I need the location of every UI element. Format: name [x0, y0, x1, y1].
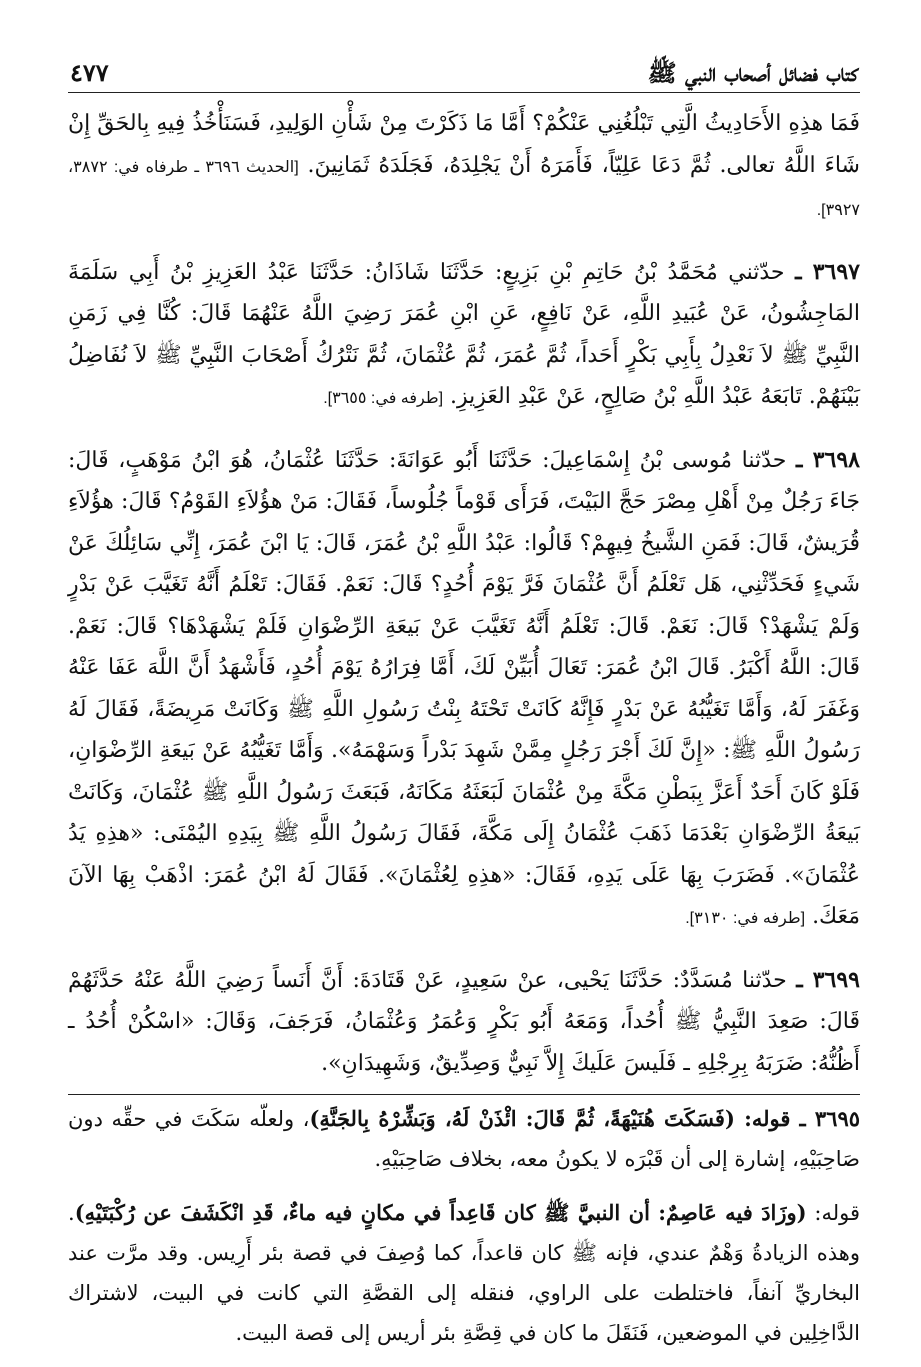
commentary-lead: قوله: — [806, 1201, 861, 1225]
hadith-number: ٣٦٩٩ ـ — [796, 966, 860, 993]
intro-reference: [الحديث ٣٦٩٦ ـ طرفاه في: ٣٨٧٢، ٣٩٢٧]. — [68, 158, 860, 219]
running-title: كتاب فضائل أصحاب النبي ﷺ — [647, 58, 858, 87]
intro-paragraph — [68, 103, 860, 232]
commentary-lead: ٣٦٩٥ ـ قوله: — [734, 1106, 861, 1131]
hadith-text: حدّثنا مُوسى بْنُ إِسْمَاعِيلَ: حَدَّثَنَا أَبُو عَوَانَةَ: حَدَّثَنَا عُثْمَانُ، هُوَ ابْنُ مَوْهَبٍ، قَالَ: جَاءَ رَجُلٌ مِنْ أَهْلِ مِصْرَ حَجَّ البَيْتَ، فَرَأَى قَوْماً جُلُوساً، فَقَالَ: مَنْ هؤُلاَءِ القَوْمُ؟ قَالَ: هؤُلاَءِ قُرَيشٌ، قَالَ: فَمَنِ الشَّيخُ فِيهِمْ؟ قَالُوا: عَبْدُ اللَّهِ بْنُ عُمَرَ، قَالَ: يَا ابْنَ عُمَرَ، إِنِّي سَائِلُكَ عَنْ شَيءٍ فَحَدِّثْنِي، هَل تَعْلَمُ أَنَّ عُثْمَانَ فَرَّ يَوْمَ أُحُدٍ؟ قَالَ: نَعَمْ. فَقَالَ: تَعْلَمُ أَنَّهُ تَغَيَّبَ عَنْ بَدْرٍ وَلَمْ يَشْهَدْ؟ قَالَ: نَعَمْ. قَالَ: تَعْلَمُ أَنَّهُ تَغَيَّبَ عَنْ بَيعَةِ الرِّضْوَانِ فَلَمْ يَشْهَدْهَا؟ قَالَ: نَعَمْ. قَالَ: اللَّهُ أَكْبَرُ. قَالَ ابْنُ عُمَرَ: تَعَالَ أُبَيِّنْ لَكَ، أَمَّا فِرَارُهُ يَوْمَ أُحُدٍ، فَأَشْهَدُ أَنَّ اللَّهَ عَفَا عَنْهُ وَغَفَرَ لَهُ، وَأَمَّا تَغَيُّبُهُ عَنْ بَدْرٍ فَإِنَّهُ كَانَتْ تَحْتَهُ بِنْتُ رَسُولِ اللَّهِ ﷺ وَكَانَتْ مَرِيضَةً، فَقَالَ لَهُ رَسُولُ اللَّهِ ﷺ: «إِنَّ لَكَ أَجْرَ رَجُلٍ مِمَّنْ شَهِدَ بَدْراً وَسَهْمَهُ». وَأَمَّا تَغَيُّبُهُ عَنْ بَيعَةِ الرِّضْوَانِ، فَلَوْ كَانَ أَحَدٌ أَعَزَّ بِبَطْنِ مَكَّةَ مِنْ عُثْمَانَ لَبَعَثَهُ مَكَانَهُ، فَبَعَثَ رَسُولُ اللَّهِ ﷺ عُثْمَانَ، وَكَانَتْ بَيعَةُ الرِّضْوَانِ بَعْدَمَا ذَهَبَ عُثْمَانُ إِلَى مَكَّةَ، فَقَالَ رَسُولُ اللَّهِ ﷺ بِيَدِهِ اليُمْنَى: «هذِهِ يَدُ عُثْمَانَ». فَضَرَبَ بِهَا عَلَى يَدِهِ، فَقَالَ: «هذِهِ لِعُثْمَانَ». فَقَالَ لَهُ ابْنُ عُمَرَ: اذْهَبْ بِهَا الآنَ مَعَكَ. — [68, 447, 860, 929]
page-number: ٤٧٧ — [70, 58, 109, 87]
commentary-paragraph — [68, 1099, 860, 1179]
hadith-text: حدّثني مُحَمَّدُ بْنُ حَاتِمِ بْنِ بَزِيعٍ: حَدَّثَنَا شَاذَانُ: حَدَّثَنَا عَبْدُ العَزِيزِ بْنُ أَبِي سَلَمَةَ المَاجِشُونُ، عَنْ عُبَيدِ اللَّهِ، عَنْ نَافِعٍ، عَنِ ابْنِ عُمَرَ رَضِيَ اللَّهُ عَنْهُمَا قَالَ: كُنَّا فِي زَمَنِ النَّبِيِّ ﷺ لاَ نَعْدِلُ بِأَبِي بَكْرٍ أَحَداً، ثُمَّ عُمَرَ، ثُمَّ عُثْمَانَ، ثُمَّ نَتْرُكُ أَصْحَابَ النَّبِيِّ ﷺ لاَ نُفَاضِلُ بَيْنَهُمْ. تَابَعَهُ عَبْدُ اللَّهِ بْنُ صَالِحٍ، عَنْ عَبْدِ العَزِيزِ. — [68, 259, 860, 409]
page-header — [68, 52, 860, 93]
hadith-text: حدّثنا مُسَدَّدٌ: حَدَّثَنَا يَحْيى، عنْ سَعِيدٍ، عَنْ قَتَادَةَ: أَنَّ أَنَساً رَضِيَ اللَّهُ عَنْهُ حَدَّثَهُمْ قَالَ: صَعِدَ النَّبِيُّ ﷺ أُحُداً، وَمَعَهُ أَبُو بَكْرٍ وَعُمَرُ وَعُثْمَانُ، فَرَجَفَ، وَقَالَ: «اسْكُنْ أُحُدُ ـ أَظُنُّهُ: ضَرَبَهُ بِرِجْلِهِ ـ فَلَيسَ عَلَيكَ إِلاَّ نَبِيٌّ وَصِدِّيقٌ، وَشَهِيدَانِ». — [68, 967, 860, 1076]
commentary-quote: (فَسَكَتَ هُنَيْهَةً، ثُمَّ قَالَ: ائْذَنْ لَهُ، وَبَشِّرْهُ بِالجَنَّةِ) — [309, 1106, 735, 1131]
hadith-reference: [طرفه في: ٣١٣٠]. — [685, 910, 806, 927]
commentary-quote: (وزَادَ فيه عَاصِمٌ: أن النبيَّ ﷺ كان قَاعِداً في مكانٍ فيه ماءٌ، قَدِ انْكَشَفَ عن رُكْبَتَيْهِ) — [74, 1200, 807, 1225]
hadith-3698 — [68, 440, 860, 940]
main-text — [68, 93, 860, 1084]
hadith-number: ٣٦٩٨ ـ — [795, 446, 860, 473]
book-page — [68, 52, 861, 1345]
hadith-reference: [طرفه في: ٣٦٥٥]. — [323, 390, 444, 407]
commentary-text: . وهذه الزيادةُ وَهْمٌ عندي، فإنه ﷺ كان قاعداً، كما وُصِفَ في قصة بئر أَرِيس. وقد مرَّت عند البخاريِّ آنفاً، فاختلطت على الراوي، فنقله إلى القصَّةِ التي كانت في البيت، لاشتراك الدَّاخِلِين في الموضعين، فَنَقَلَ ما كان في قِصَّةِ بئر أريس إلى قصة البيت. — [68, 1201, 860, 1345]
intro-text: فَمَا هذِهِ الأَحَادِيثُ الَّتِي تَبْلُغُنِي عَنْكُمْ؟ أَمَّا مَا ذَكَرْتَ مِنْ شَأْنِ الوَلِيدِ، فَسَنَأْخُذُ فِيهِ بِالحَقِّ إِنْ شَاءَ اللَّهُ تعالى. ثُمَّ دَعَا عَلِيّاً، فَأَمَرَهُ أَنْ يَجْلِدَهُ، فَجَلَدَهُ ثَمَانِينَ. — [68, 111, 860, 178]
commentary-text: ، ولعلّه سَكَتَ في حقِّه دون صَاحِبَيْهِ، إشارة إلى أن قَبْرَه لا يكونُ معه، بخلاف صَاحِبَيْهِ. — [68, 1107, 860, 1171]
commentary-paragraph — [68, 1193, 860, 1353]
hadith-3697 — [68, 252, 860, 420]
hadith-3699 — [68, 960, 860, 1085]
commentary — [68, 1099, 860, 1353]
commentary-divider — [68, 1094, 860, 1095]
hadith-number: ٣٦٩٧ ـ — [795, 258, 860, 285]
